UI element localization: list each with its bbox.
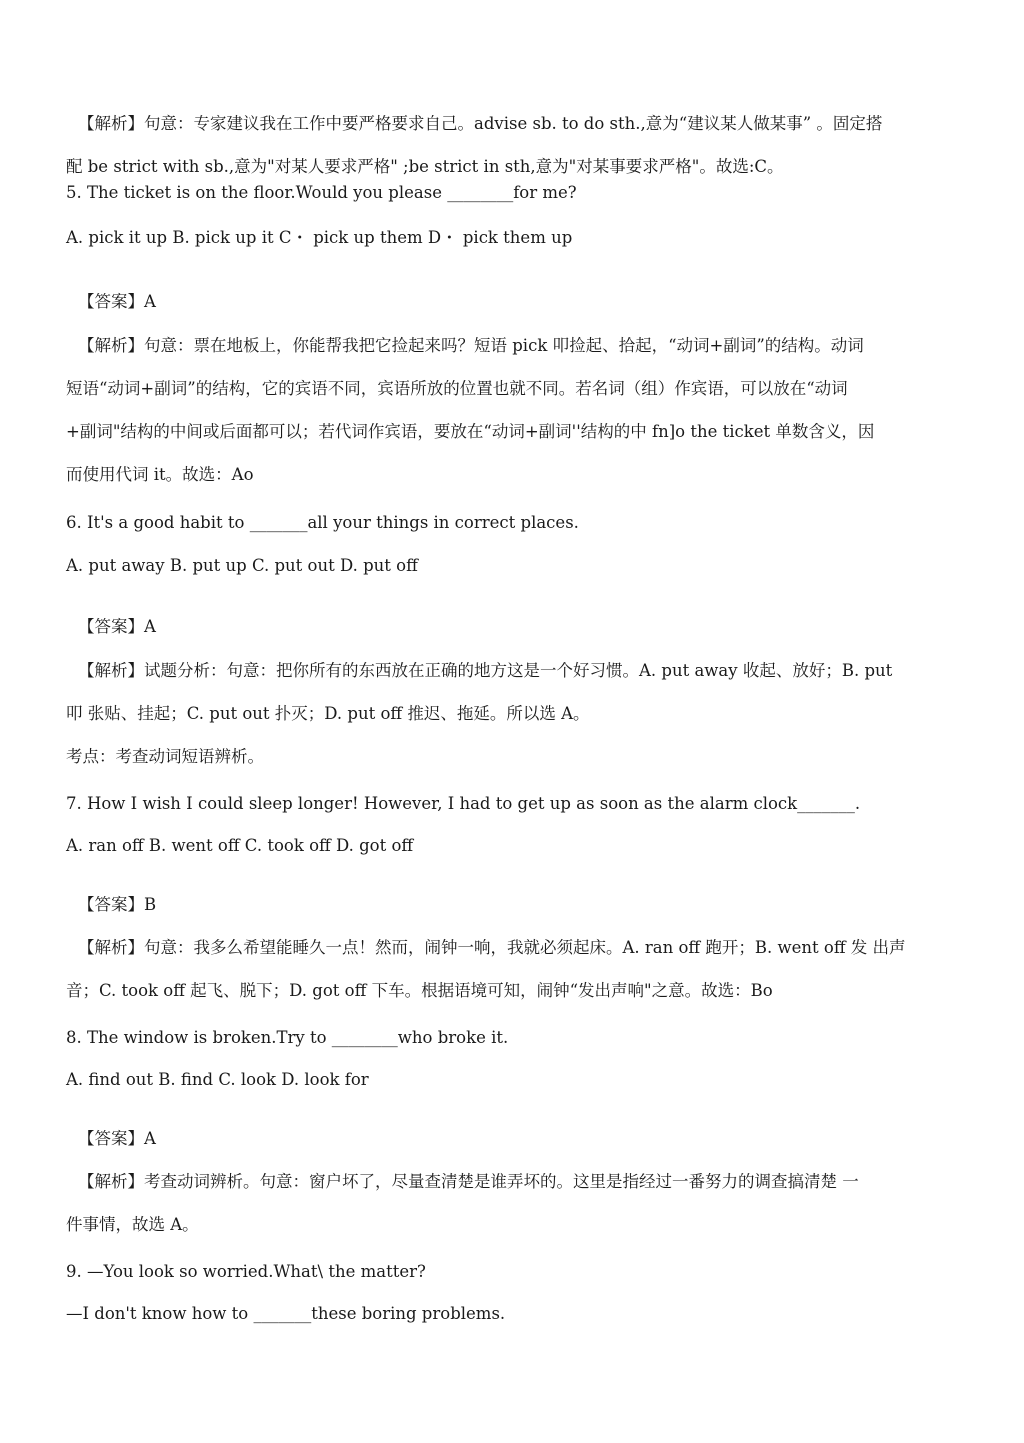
analysis-6-line-1: 【解析】试题分析：句意：把你所有的东西放在正确的地方这是一个好习惯。A. put away 收起、放好；B. put bbox=[78, 661, 893, 680]
analysis-8-line-1: 【解析】考查动词辨析。句意：窗户坏了，尽量查清楚是谁弄坏的。这里是指经过一番努力的调查搞清楚 一 bbox=[78, 1172, 859, 1191]
question-7-options: A. ran off B. went off C. took off D. got off bbox=[66, 836, 414, 855]
question-8-options: A. find out B. find C. look D. look for bbox=[66, 1070, 369, 1089]
answer-8: 【答案】A bbox=[78, 1129, 156, 1148]
analysis-5-line-4: 而使用代词 it。故选：Ao bbox=[66, 465, 254, 484]
question-6: 6. It's a good habit to _______all your things in correct places. bbox=[66, 513, 579, 532]
question-9-line-2: —I don't know how to _______these boring problems. bbox=[66, 1304, 506, 1323]
analysis-4-line-1: 【解析】句意：专家建议我在工作中要严格要求自己。advise sb. to do sth.,意为“建议某人做某事” 。固定搭 bbox=[78, 114, 883, 133]
question-7: 7. How I wish I could sleep longer! However, I had to get up as soon as the alarm clock_______. bbox=[66, 794, 861, 813]
analysis-5-line-3: +副词"结构的中间或后面都可以；若代词作宾语，要放在“动词+副词''结构的中 fn]o the ticket 单数含义，因 bbox=[66, 422, 875, 441]
analysis-4-line-2: 配 be strict with sb.,意为"对某人要求严格" ;be strict in sth,意为"对某事要求严格"。故选:C。 bbox=[66, 157, 784, 176]
question-5: 5. The ticket is on the floor.Would you please ________for me? bbox=[66, 183, 577, 202]
test-point-6: 考点：考查动词短语辨析。 bbox=[66, 747, 264, 766]
answer-7: 【答案】B bbox=[78, 895, 157, 914]
analysis-5-line-1: 【解析】句意：票在地板上，你能帮我把它捡起来吗？短语 pick 叩捡起、拾起，“动词+副词”的结构。动词 bbox=[78, 336, 864, 355]
analysis-7-line-1: 【解析】句意：我多么希望能睡久一点！然而，闹钟一响，我就必须起床。A. ran off 跑开；B. went off 发 出声 bbox=[78, 938, 906, 957]
answer-5: 【答案】A bbox=[78, 292, 156, 311]
analysis-5-line-2: 短语“动词+副词”的结构，它的宾语不同，宾语所放的位置也就不同。若名词（组）作宾语，可以放在“动词 bbox=[66, 379, 848, 398]
analysis-8-line-2: 件事情，故选 A。 bbox=[66, 1215, 199, 1234]
answer-6: 【答案】A bbox=[78, 617, 156, 636]
question-8: 8. The window is broken.Try to ________who broke it. bbox=[66, 1028, 509, 1047]
analysis-7-line-2: 音；C. took off 起飞、脱下；D. got off 下车。根据语境可知，闹钟“发出声响"之意。故选：Bo bbox=[66, 981, 773, 1000]
question-6-options: A. put away B. put up C. put out D. put off bbox=[66, 556, 418, 575]
question-9-line-1: 9. —You look so worried.What\ the matter? bbox=[66, 1262, 426, 1281]
analysis-6-line-2: 叩 张贴、挂起；C. put out 扑灭；D. put off 推迟、拖延。所以选 A。 bbox=[66, 704, 590, 723]
question-5-options: A. pick it up B. pick up it C・ pick up them D・ pick them up bbox=[66, 228, 573, 247]
